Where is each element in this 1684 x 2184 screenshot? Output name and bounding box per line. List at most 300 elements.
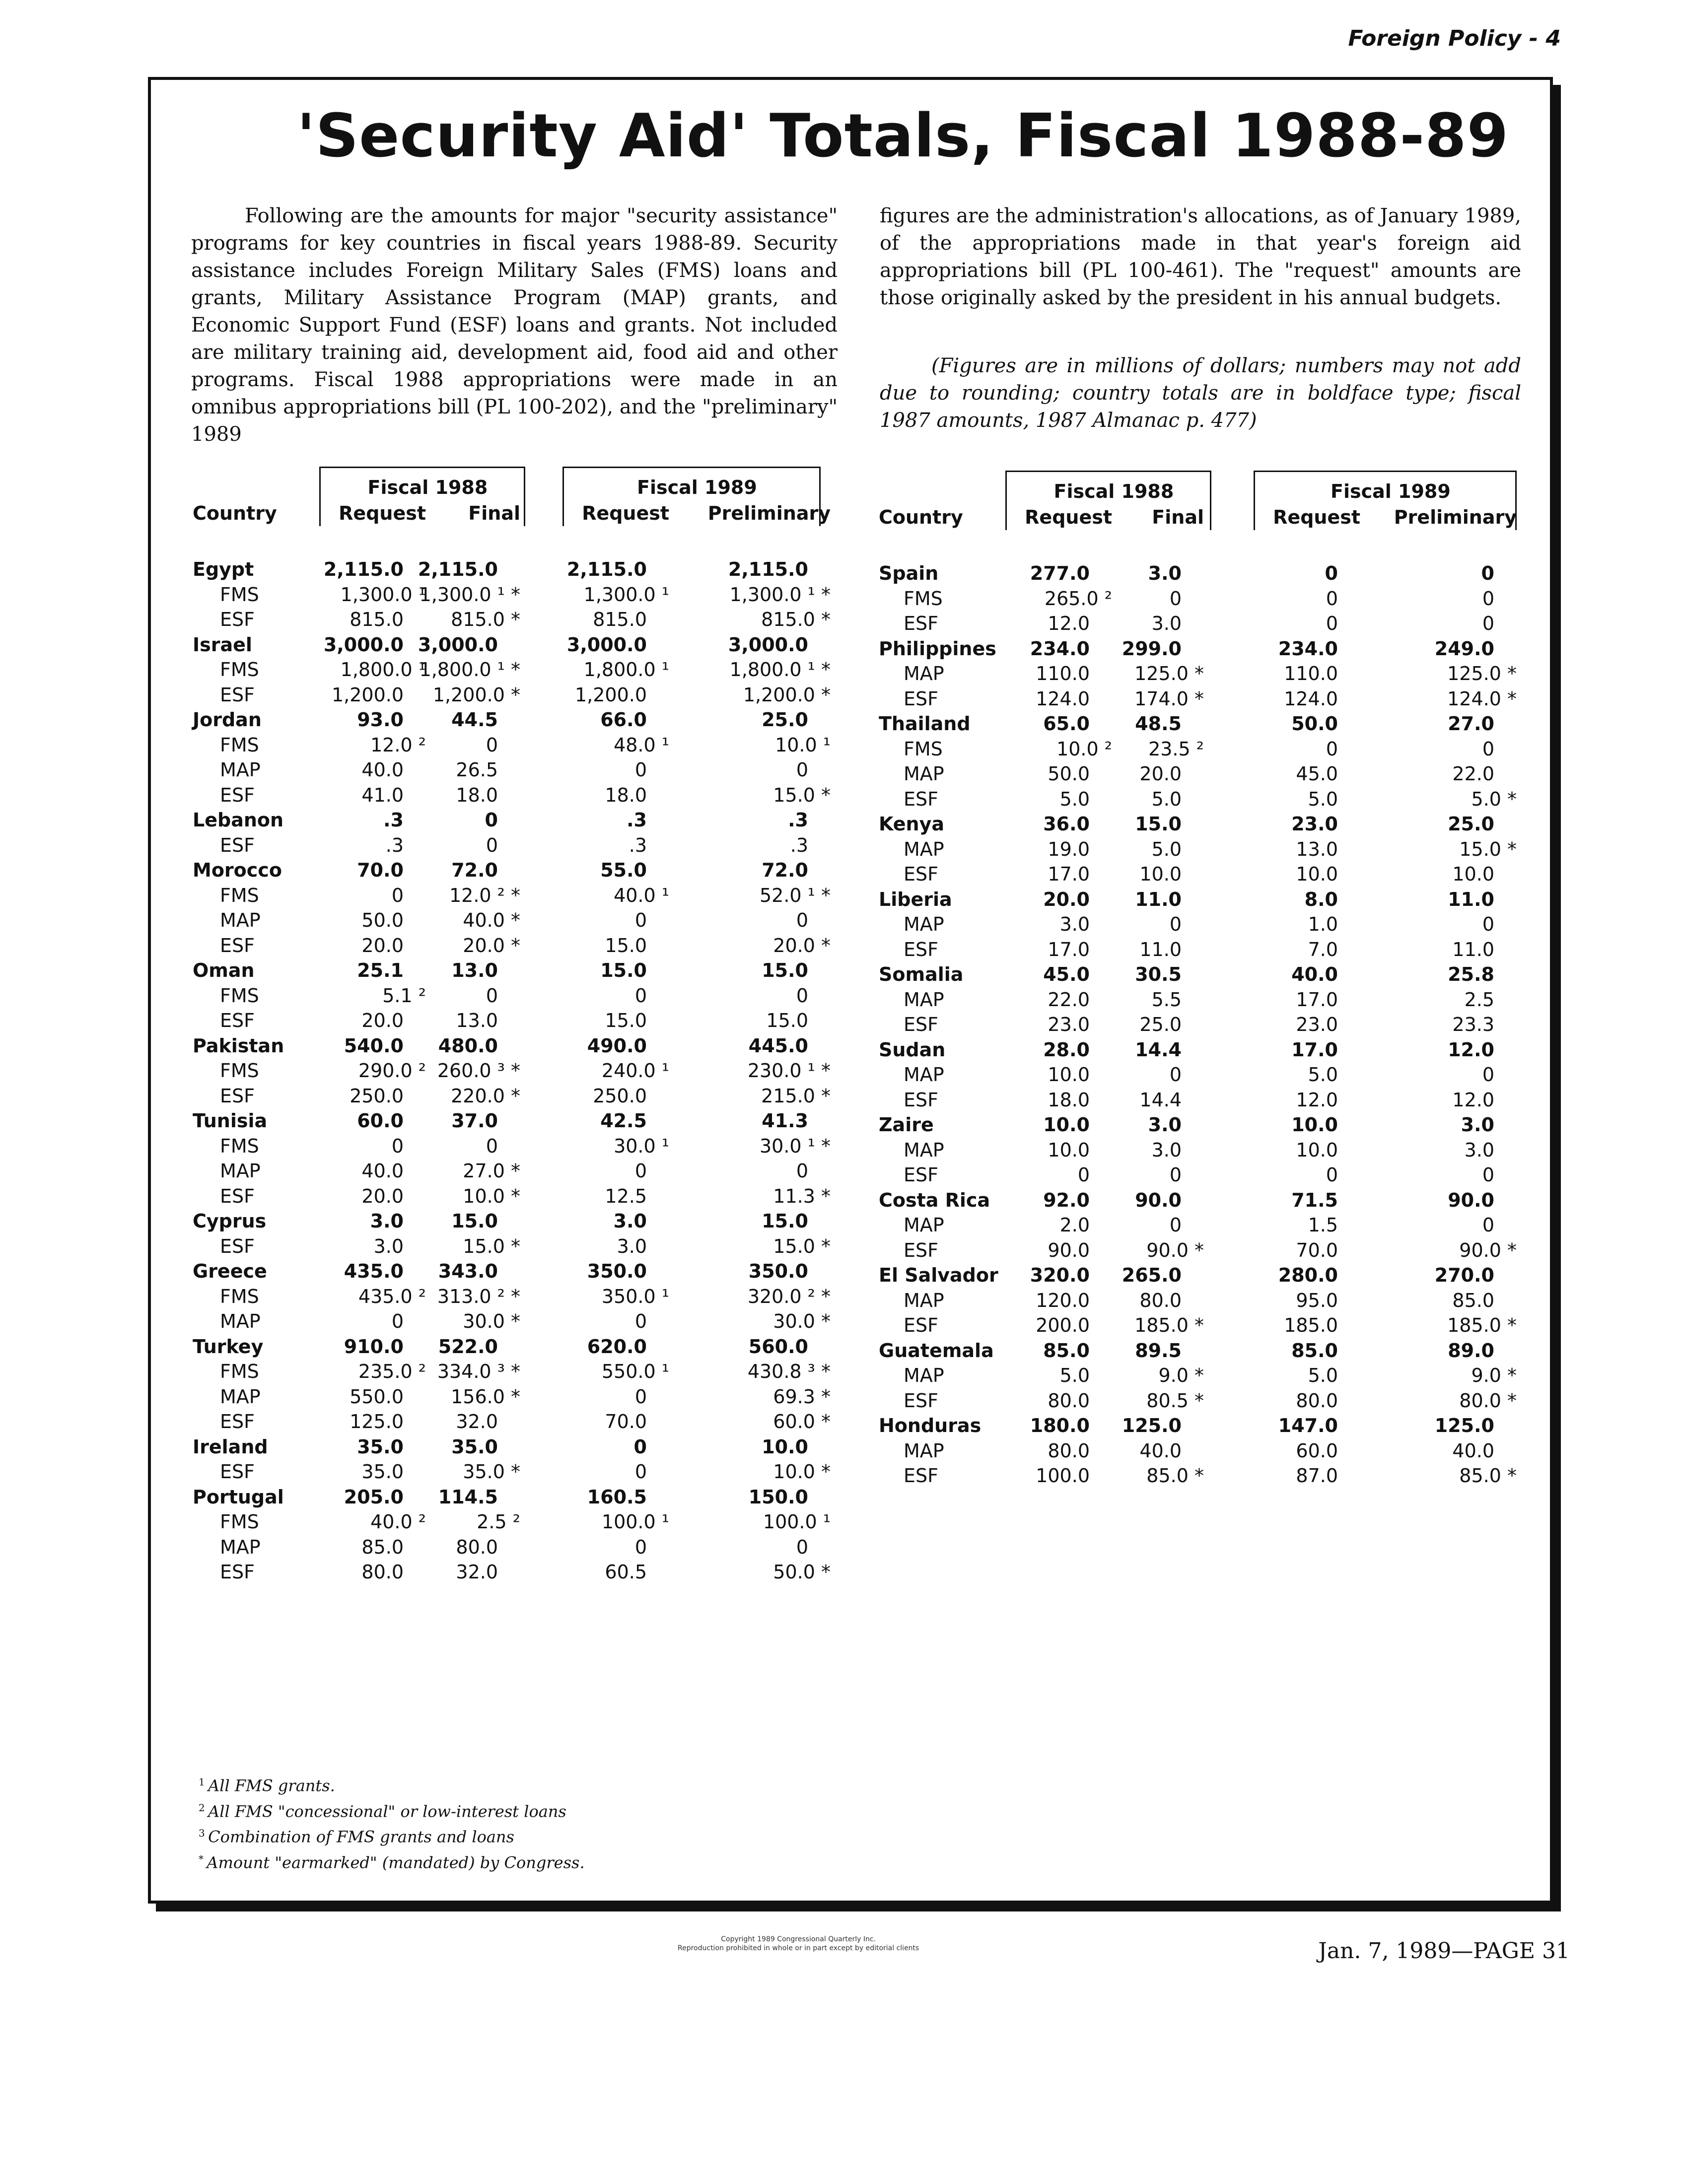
country-name: Jordan <box>193 709 262 731</box>
program-value: 11.0 <box>1139 938 1182 960</box>
country-total-value: 10.0 <box>762 1435 808 1458</box>
country-total-value: 90.0 <box>1135 1189 1182 1211</box>
program-label: MAP <box>904 1289 944 1311</box>
country-name: Spain <box>879 562 939 584</box>
country-total-value: 48.5 <box>1135 713 1182 735</box>
program-value: 80.0 <box>1296 1389 1338 1412</box>
fiscal-1989-label: Fiscal 1989 <box>637 477 757 498</box>
country-total-value: 125.0 <box>1434 1415 1494 1436</box>
country-name: Cyprus <box>193 1210 267 1232</box>
copyright-line: Copyright 1989 Congressional Quarterly Inc. <box>721 1935 876 1943</box>
program-value: 20.0 <box>361 1185 404 1207</box>
program-label: FMS <box>220 1060 259 1082</box>
country-total-value: 540.0 <box>344 1034 404 1057</box>
country-total-value: 234.0 <box>1030 637 1090 660</box>
program-value: 80.0 <box>361 1561 404 1583</box>
program-label: MAP <box>220 909 261 931</box>
program-value: 85.0 <box>361 1536 404 1558</box>
program-value: 100.0 <box>1036 1465 1090 1487</box>
program-label: FMS <box>904 587 943 610</box>
country-total-value: 93.0 <box>357 709 404 731</box>
country-total-value: 40.0 <box>1291 963 1338 985</box>
program-label: MAP <box>904 1365 944 1386</box>
program-value: 22.0 <box>1452 763 1494 785</box>
program-value: 0 <box>1169 1064 1182 1086</box>
program-value: 1,300.0 ¹ <box>583 583 669 606</box>
program-label: FMS <box>220 1361 259 1382</box>
program-value: 0 <box>486 834 498 856</box>
country-total-value: 20.0 <box>1043 888 1090 910</box>
program-value: 185.0 <box>1284 1314 1338 1336</box>
program-label: ESF <box>904 1239 938 1261</box>
program-value: 0 <box>1169 913 1182 935</box>
country-total-value: 560.0 <box>748 1335 808 1358</box>
program-value: 5.0 <box>1308 1365 1338 1386</box>
program-label: FMS <box>220 884 259 906</box>
country-total-value: 0 <box>1481 562 1494 584</box>
country-total-value: 350.0 <box>587 1260 647 1282</box>
program-value: 185.0 * <box>1134 1314 1204 1336</box>
program-value: 7.0 <box>1308 938 1338 960</box>
country-total-value: 12.0 <box>1448 1038 1494 1061</box>
program-value: 5.5 <box>1151 988 1182 1011</box>
program-label: MAP <box>904 1139 944 1161</box>
program-value: 10.0 <box>1296 863 1338 885</box>
program-value: 0 <box>634 1160 647 1182</box>
program-value: 250.0 <box>350 1085 404 1107</box>
country-total-value: 72.0 <box>762 859 808 881</box>
program-label: MAP <box>904 1214 944 1236</box>
country-total-value: 3,000.0 <box>566 633 647 656</box>
program-value: 35.0 * <box>463 1461 520 1483</box>
article-title: 'Security Aid' Totals, Fiscal 1988-89 <box>297 102 1509 171</box>
country-total-value: 320.0 <box>1030 1264 1090 1286</box>
program-value: 5.0 <box>1151 838 1182 860</box>
program-value: 9.0 * <box>1158 1365 1204 1386</box>
country-total-value: .3 <box>627 809 647 831</box>
country-total-value: 85.0 <box>1291 1339 1338 1362</box>
country-name: Morocco <box>193 859 282 881</box>
program-label: FMS <box>220 583 259 606</box>
footnote-mark: 1 <box>199 1776 209 1788</box>
program-value: 0 <box>1482 1214 1494 1236</box>
program-value: 87.0 <box>1296 1465 1338 1487</box>
program-value: 0 <box>634 1310 647 1332</box>
program-label: ESF <box>220 683 255 706</box>
program-value: 80.0 * <box>1459 1389 1517 1412</box>
country-total-value: 25.0 <box>762 709 808 731</box>
program-value: 10.0 ¹ <box>775 734 831 756</box>
country-total-value: 14.4 <box>1135 1038 1182 1061</box>
program-value: 5.1 ² <box>382 984 426 1007</box>
program-label: ESF <box>220 1561 255 1583</box>
copyright-line: Reproduction prohibited in whole or in part except by editorial clients <box>678 1944 919 1952</box>
column-header: Request <box>339 502 426 524</box>
program-value: 0 <box>634 984 647 1007</box>
program-value: 17.0 <box>1296 988 1338 1011</box>
left-aid-table <box>193 467 838 1608</box>
country-total-value: 3.0 <box>370 1210 404 1232</box>
program-label: FMS <box>220 984 259 1007</box>
country-total-value: 490.0 <box>587 1034 647 1057</box>
program-value: 80.0 <box>456 1536 498 1558</box>
country-total-value: 3.0 <box>1148 562 1182 584</box>
program-value: 45.0 <box>1296 763 1338 785</box>
program-value: 1,300.0 ¹ * <box>729 583 831 606</box>
program-value: 40.0 ¹ <box>614 884 669 906</box>
program-value: 9.0 * <box>1471 1365 1517 1386</box>
country-total-value: 25.0 <box>1448 813 1494 835</box>
program-value: 0 <box>1326 613 1338 634</box>
program-value: 313.0 ² * <box>437 1285 520 1307</box>
program-value: 240.0 ¹ <box>601 1060 669 1082</box>
footnote-mark: 2 <box>199 1801 209 1814</box>
section-header: Foreign Policy - 4 <box>1348 26 1561 51</box>
program-value: 1,200.0 * <box>432 683 520 706</box>
program-value: 60.5 <box>605 1561 647 1583</box>
country-name: Ireland <box>193 1435 268 1458</box>
country-total-value: 445.0 <box>748 1034 808 1057</box>
program-value: 40.0 <box>361 759 404 781</box>
program-value: 50.0 <box>1048 763 1090 785</box>
program-value: 15.0 * <box>773 784 831 806</box>
program-value: 200.0 <box>1036 1314 1090 1336</box>
program-label: ESF <box>904 1164 938 1186</box>
country-name: Tunisia <box>193 1110 268 1132</box>
program-value: 0 <box>391 884 404 906</box>
country-total-value: 90.0 <box>1448 1189 1494 1211</box>
program-value: 10.0 <box>1048 1139 1090 1161</box>
country-column-header: Country <box>193 502 277 524</box>
program-value: 0 <box>486 1135 498 1157</box>
program-value: 40.0 <box>1139 1439 1182 1462</box>
country-total-value: 150.0 <box>748 1486 808 1508</box>
column-header: Preliminary <box>1394 506 1517 528</box>
program-value: 69.3 * <box>773 1385 831 1408</box>
program-value: 100.0 ¹ <box>763 1511 831 1533</box>
program-value: 100.0 ¹ <box>601 1511 669 1533</box>
program-value: 5.0 <box>1308 1064 1338 1086</box>
program-value: .3 <box>385 834 404 856</box>
program-label: ESF <box>220 1461 255 1483</box>
country-total-value: 249.0 <box>1434 637 1494 660</box>
program-value: 0 <box>796 1536 808 1558</box>
program-value: 60.0 * <box>773 1411 831 1433</box>
program-label: MAP <box>220 759 261 781</box>
program-value: 0 <box>1169 587 1182 610</box>
country-total-value: 270.0 <box>1434 1264 1494 1286</box>
program-value: 0 <box>1482 1164 1494 1186</box>
program-value: 120.0 <box>1036 1289 1090 1311</box>
program-value: 0 <box>1326 738 1338 760</box>
program-label: ESF <box>904 1014 938 1035</box>
program-value: 0 <box>1482 613 1494 634</box>
program-value: 95.0 <box>1296 1289 1338 1311</box>
country-total-value: 0 <box>633 1435 647 1458</box>
country-total-value: 280.0 <box>1278 1264 1338 1286</box>
program-value: 0 <box>634 759 647 781</box>
country-name: Philippines <box>879 637 996 660</box>
fiscal-1988-label: Fiscal 1988 <box>1053 480 1174 502</box>
program-label: MAP <box>904 663 944 684</box>
footnote <box>199 1797 585 1823</box>
country-name: Egypt <box>193 558 254 580</box>
country-total-value: 299.0 <box>1122 637 1182 660</box>
program-label: ESF <box>904 788 938 810</box>
country-total-value: 27.0 <box>1448 713 1494 735</box>
country-total-value: 55.0 <box>600 859 647 881</box>
country-total-value: 92.0 <box>1043 1189 1090 1211</box>
country-name: Costa Rica <box>879 1189 990 1211</box>
program-value: .3 <box>629 834 647 856</box>
program-value: 41.0 <box>361 784 404 806</box>
program-label: ESF <box>220 784 255 806</box>
fiscal-1988-label: Fiscal 1988 <box>367 477 488 498</box>
program-value: 1,300.0 ¹ <box>340 583 426 606</box>
country-total-value: 15.0 <box>451 1210 498 1232</box>
footnote-text: Amount "earmarked" (mandated) by Congress. <box>207 1853 585 1872</box>
country-total-value: 50.0 <box>1291 713 1338 735</box>
program-value: 70.0 <box>605 1411 647 1433</box>
program-label: ESF <box>904 938 938 960</box>
right-aid-table <box>879 471 1524 1612</box>
country-total-value: 343.0 <box>438 1260 498 1282</box>
country-name: Honduras <box>879 1415 982 1436</box>
program-value: 80.5 * <box>1146 1389 1204 1412</box>
copyright-notice <box>678 1935 919 1953</box>
program-value: 15.0 * <box>463 1235 520 1257</box>
program-label: MAP <box>220 1310 261 1332</box>
country-name: Sudan <box>879 1038 946 1061</box>
page-footer: Jan. 7, 1989—PAGE 31 <box>1318 1938 1570 1964</box>
program-value: 815.0 <box>350 609 404 630</box>
program-label: ESF <box>220 934 255 956</box>
program-value: 20.0 * <box>773 934 831 956</box>
program-value: 0 <box>1482 738 1494 760</box>
country-total-value: 66.0 <box>600 709 647 731</box>
program-value: 23.5 ² <box>1148 738 1204 760</box>
country-total-value: 70.0 <box>357 859 404 881</box>
country-total-value: 160.5 <box>587 1486 647 1508</box>
program-value: 0 <box>796 909 808 931</box>
country-total-value: 72.0 <box>451 859 498 881</box>
program-value: 19.0 <box>1048 838 1090 860</box>
program-value: 334.0 ³ * <box>437 1361 520 1382</box>
program-value: 40.0 * <box>463 909 520 931</box>
program-label: ESF <box>904 863 938 885</box>
program-value: 12.0 ² * <box>449 884 520 906</box>
program-value: 0 <box>634 909 647 931</box>
footnote <box>199 1771 585 1797</box>
program-label: ESF <box>904 613 938 634</box>
program-value: 0 <box>634 1385 647 1408</box>
program-value: 23.3 <box>1452 1014 1494 1035</box>
country-total-value: 3,000.0 <box>418 633 498 656</box>
program-value: 0 <box>796 984 808 1007</box>
program-value: 85.0 * <box>1459 1465 1517 1487</box>
country-total-value: 15.0 <box>762 959 808 981</box>
program-value: 17.0 <box>1048 863 1090 885</box>
country-total-value: 15.0 <box>600 959 647 981</box>
country-total-value: 277.0 <box>1030 562 1090 584</box>
program-label: ESF <box>220 1185 255 1207</box>
country-name: Pakistan <box>193 1034 284 1057</box>
program-value: 550.0 <box>350 1385 404 1408</box>
program-value: 12.5 <box>605 1185 647 1207</box>
country-total-value: 620.0 <box>587 1335 647 1358</box>
program-label: FMS <box>220 734 259 756</box>
footnote-text: All FMS "concessional" or low-interest loans <box>208 1802 566 1821</box>
program-label: FMS <box>904 738 943 760</box>
program-value: 124.0 <box>1284 687 1338 710</box>
program-label: ESF <box>220 834 255 856</box>
country-total-value: 0 <box>1325 562 1338 584</box>
program-label: ESF <box>220 1085 255 1107</box>
country-total-value: 11.0 <box>1448 888 1494 910</box>
program-value: 110.0 <box>1036 663 1090 684</box>
program-value: 125.0 * <box>1447 663 1517 684</box>
program-value: 80.0 <box>1139 1289 1182 1311</box>
country-total-value: 85.0 <box>1043 1339 1090 1362</box>
program-value: 52.0 ¹ * <box>759 884 831 906</box>
program-value: 20.0 * <box>463 934 520 956</box>
country-total-value: 114.5 <box>438 1486 498 1508</box>
program-label: ESF <box>220 1411 255 1433</box>
program-value: 80.0 <box>1048 1439 1090 1462</box>
program-value: 435.0 ² <box>358 1285 426 1307</box>
program-value: 50.0 * <box>773 1561 831 1583</box>
program-value: 260.0 ³ * <box>437 1060 520 1082</box>
program-label: MAP <box>220 1385 261 1408</box>
country-name: Thailand <box>879 713 971 735</box>
program-value: 430.8 ³ * <box>747 1361 831 1382</box>
country-total-value: .3 <box>383 809 404 831</box>
program-value: 15.0 <box>766 1010 808 1031</box>
program-value: 10.0 * <box>773 1461 831 1483</box>
country-name: Guatemala <box>879 1339 994 1362</box>
country-total-value: 3.0 <box>1461 1114 1494 1136</box>
program-value: 1,200.0 <box>574 683 647 706</box>
country-total-value: 25.8 <box>1448 963 1494 985</box>
program-value: 85.0 <box>1452 1289 1494 1311</box>
country-total-value: 147.0 <box>1278 1415 1338 1436</box>
country-total-value: 15.0 <box>762 1210 808 1232</box>
program-value: 1,200.0 <box>331 683 404 706</box>
country-total-value: 2,115.0 <box>323 558 404 580</box>
program-value: 20.0 <box>361 1010 404 1031</box>
country-total-value: 36.0 <box>1043 813 1090 835</box>
program-label: FMS <box>220 659 259 681</box>
program-value: 320.0 ² * <box>747 1285 831 1307</box>
country-name: Turkey <box>193 1335 264 1358</box>
program-value: 10.0 <box>1452 863 1494 885</box>
program-value: 30.0 ¹ <box>614 1135 669 1157</box>
program-value: 3.0 <box>373 1235 404 1257</box>
program-value: 5.0 <box>1151 788 1182 810</box>
program-value: 3.0 <box>1151 613 1182 634</box>
program-value: 174.0 * <box>1134 687 1204 710</box>
program-value: 0 <box>796 759 808 781</box>
program-value: 2.5 ² <box>477 1511 520 1533</box>
country-total-value: 10.0 <box>1291 1114 1338 1136</box>
intro-note-paragraph: (Figures are in millions of dollars; numbers may not add due to rounding; country totals are in boldface type; fiscal 1987 amounts, 1987 Almanac p. 477) <box>880 354 1521 432</box>
country-total-value: 37.0 <box>451 1110 498 1132</box>
program-label: MAP <box>904 913 944 935</box>
program-value: 0 <box>486 734 498 756</box>
country-total-value: 3.0 <box>613 1210 647 1232</box>
country-name: Oman <box>193 959 255 981</box>
country-name: Lebanon <box>193 809 284 831</box>
country-total-value: 35.0 <box>357 1435 404 1458</box>
program-label: MAP <box>904 1064 944 1086</box>
program-value: 80.0 <box>1048 1389 1090 1412</box>
program-label: MAP <box>904 763 944 785</box>
country-total-value: 89.0 <box>1448 1339 1494 1362</box>
program-value: 815.0 * <box>761 609 831 630</box>
program-value: 20.0 <box>361 934 404 956</box>
program-value: 5.0 <box>1059 788 1090 810</box>
program-value: 90.0 * <box>1146 1239 1204 1261</box>
country-total-value: 205.0 <box>344 1486 404 1508</box>
country-total-value: 0 <box>485 809 498 831</box>
program-value: 0 <box>1482 1064 1494 1086</box>
country-total-value: 17.0 <box>1291 1038 1338 1061</box>
country-total-value: 15.0 <box>1135 813 1182 835</box>
program-label: ESF <box>904 1089 938 1111</box>
country-name: Portugal <box>193 1486 284 1508</box>
column-header: Preliminary <box>707 502 831 524</box>
country-total-value: 11.0 <box>1135 888 1182 910</box>
program-value: 815.0 <box>593 609 647 630</box>
country-column-header: Country <box>879 506 963 528</box>
intro-left-paragraph: Following are the amounts for major "security assistance" programs for key countries in fiscal years 1988-89. Security assistance includes Foreign Military Sales (FMS) loans and grants, Military Assistance Program (MAP) grants, and Economic Support Fund (ESF) loans and grants. Not included are military training aid, development aid, food aid and other programs. Fiscal 1988 appropriations were made in an omnibus appropriations bill (PL 100-202), and the "preliminary" 1989 <box>191 205 838 446</box>
program-label: ESF <box>904 1314 938 1336</box>
program-value: 90.0 <box>1048 1239 1090 1261</box>
program-value: 25.0 <box>1139 1014 1182 1035</box>
program-value: 0 <box>1169 1164 1182 1186</box>
country-total-value: 28.0 <box>1043 1038 1090 1061</box>
program-value: 60.0 <box>1296 1439 1338 1462</box>
country-total-value: 45.0 <box>1043 963 1090 985</box>
program-value: 13.0 <box>1296 838 1338 860</box>
footnote <box>199 1822 585 1848</box>
country-total-value: 44.5 <box>451 709 498 731</box>
program-value: 32.0 <box>456 1561 498 1583</box>
program-value: 18.0 <box>605 784 647 806</box>
footnote <box>199 1848 585 1874</box>
program-value: 0 <box>1482 913 1494 935</box>
footnote-mark: 3 <box>199 1827 209 1840</box>
column-header: Request <box>582 502 669 524</box>
program-label: MAP <box>904 988 944 1011</box>
program-label: FMS <box>220 1511 259 1533</box>
country-total-value: 2,115.0 <box>566 558 647 580</box>
program-value: 235.0 ² <box>358 1361 426 1382</box>
program-value: 30.0 ¹ * <box>759 1135 831 1157</box>
program-value: 3.0 <box>1059 913 1090 935</box>
country-total-value: 60.0 <box>357 1110 404 1132</box>
fiscal-1989-label: Fiscal 1989 <box>1331 480 1451 502</box>
program-value: 550.0 ¹ <box>601 1361 669 1382</box>
program-value: 0 <box>391 1135 404 1157</box>
program-value: 0 <box>391 1310 404 1332</box>
intro-right-paragraph: figures are the administration's allocations, as of January 1989, of the appropriations made in that year's foreign aid appropriations bill (PL 100-461). The "request" amounts are those originally asked by the president in his annual budgets. <box>880 205 1521 309</box>
footnote-text: All FMS grants. <box>208 1776 335 1795</box>
country-total-value: 2,115.0 <box>418 558 498 580</box>
program-value: 1,200.0 * <box>743 683 831 706</box>
program-value: 1,800.0 ¹ * <box>419 659 520 681</box>
program-value: 250.0 <box>593 1085 647 1107</box>
